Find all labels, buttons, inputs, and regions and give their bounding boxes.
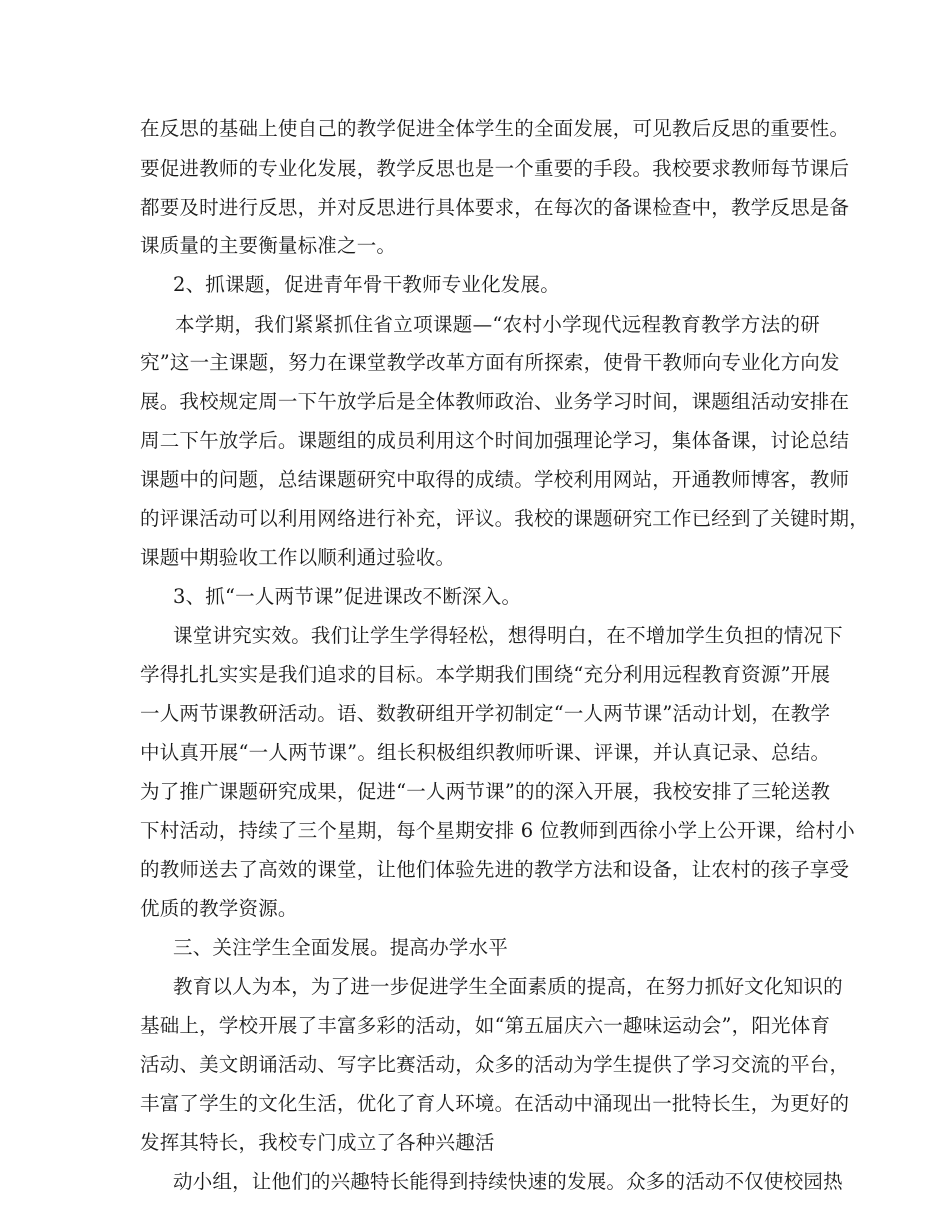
text-line: 要促进教师的专业化发展，教学反思也是一个重要的手段。我校要求教师每节课后 xyxy=(140,157,850,180)
text-line: 教育以人为本，为了进一步促进学生全面素质的提高，在努力抓好文化知识的 xyxy=(173,975,843,998)
text-line: 的教师送去了高效的课堂，让他们体验先进的教学方法和设备，让农村的孩子享受 xyxy=(140,858,850,881)
text-line: 在反思的基础上使自己的教学促进全体学生的全面发展，可见教后反思的重要性。 xyxy=(140,117,850,140)
text-line: 活动、美文朗诵活动、写字比赛活动，众多的活动为学生提供了学习交流的平台， xyxy=(140,1053,850,1076)
text-line: 学得扎扎实实是我们追求的目标。本学期我们围绕“充分利用远程教育资源”开展 xyxy=(140,663,831,686)
text-line: 丰富了学生的文化生活，优化了育人环境。在活动中涌现出一批特长生，为更好的 xyxy=(140,1092,850,1115)
text-line: 发挥其特长，我校专门成立了各种兴趣活 xyxy=(140,1131,495,1154)
text-line: 优质的教学资源。 xyxy=(140,897,298,920)
section-heading: 3、抓“一人两节课”促进课改不断深入。 xyxy=(173,585,522,608)
text-line: 周二下午放学后。课题组的成员利用这个时间加强理论学习，集体备课，讨论总结 xyxy=(140,429,850,452)
text-line: 为了推广课题研究成果，促进“一人两节课”的的深入开展，我校安排了三轮送教 xyxy=(140,780,831,803)
text-line: 动小组，让他们的兴趣特长能得到持续快速的发展。众多的活动不仅使校园热 xyxy=(173,1170,843,1193)
text-line: 都要及时进行反思，并对反思进行具体要求，在每次的备课检查中，教学反思是备 xyxy=(140,196,850,219)
section-heading: 2、抓课题，促进青年骨干教师专业化发展。 xyxy=(173,273,560,296)
text-line: 究”这一主课题，努力在课堂教学改革方面有所探索，使骨干教师向专业化方向发 xyxy=(140,351,840,374)
text-line: 课题中的问题，总结课题研究中取得的成绩。学校利用网站，开通教师博客，教师 xyxy=(140,468,850,491)
text-line: 课题中期验收工作以顺利通过验收。 xyxy=(140,546,456,569)
text-line: 本学期，我们紧紧抓住省立项课题—“农村小学现代远程教育教学方法的研 xyxy=(175,313,820,336)
text-line: 下村活动，持续了三个星期，每个星期安排 6 位教师到西徐小学上公开课，给村小 xyxy=(140,819,855,842)
text-line: 基础上，学校开展了丰富多彩的活动，如“第五届庆六一趣味运动会”，阳光体育 xyxy=(140,1014,831,1037)
text-line: 课堂讲究实效。我们让学生学得轻松，想得明白，在不增加学生负担的情况下 xyxy=(173,624,843,647)
section-heading: 三、关注学生全面发展。提高办学水平 xyxy=(173,936,508,959)
text-line: 的评课活动可以利用网络进行补充，评议。我校的课题研究工作已经到了关键时期， xyxy=(140,507,869,530)
text-line: 课质量的主要衡量标准之一。 xyxy=(140,234,397,257)
text-line: 一人两节课教研活动。语、数教研组开学初制定“一人两节课”活动计划，在教学 xyxy=(140,702,831,725)
text-line: 展。我校规定周一下午放学后是全体教师政治、业务学习时间，课题组活动安排在 xyxy=(140,390,850,413)
text-line: 中认真开展“一人两节课”。组长积极组织教师听课、评课，并认真记录、总结。 xyxy=(140,741,831,764)
